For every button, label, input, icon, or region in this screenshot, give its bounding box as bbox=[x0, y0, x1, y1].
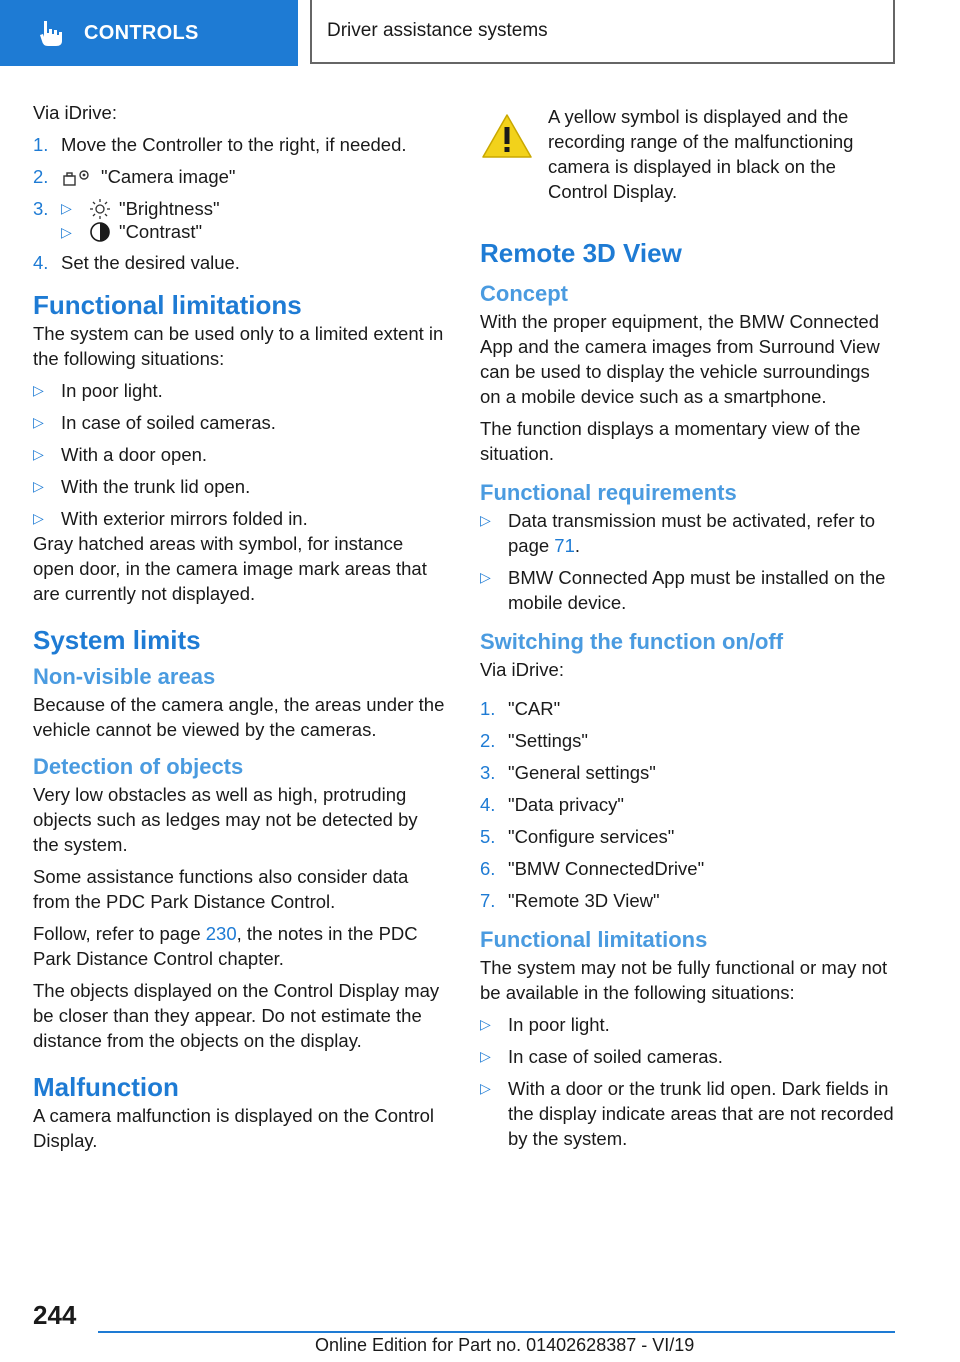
step-number: 4. bbox=[33, 252, 49, 274]
page-link-71[interactable]: 71 bbox=[554, 535, 575, 556]
bullet-icon: ▷ bbox=[480, 1048, 491, 1064]
bullet-icon: ▷ bbox=[33, 414, 44, 431]
page-link-230[interactable]: 230 bbox=[205, 923, 237, 945]
controls-tab-label: CONTROLS bbox=[84, 21, 199, 44]
heading-remote-3d-view: Remote 3D View bbox=[480, 238, 682, 268]
list-item: 3. "General settings" bbox=[480, 762, 656, 783]
list-item: ▷ With the trunk lid open. bbox=[33, 476, 251, 498]
heading-malfunction: Malfunction bbox=[33, 1072, 179, 1103]
heading-functional-limitations-right: Functional limitations bbox=[480, 927, 708, 952]
detection-text-2: Some assistance functions also consider data from the PDC Park Distance Control. bbox=[33, 866, 409, 913]
warning-triangle-icon bbox=[480, 112, 534, 160]
bullet-icon: ▷ bbox=[33, 382, 44, 399]
idrive-steps bbox=[33, 132, 448, 221]
idrive-steps-cont bbox=[33, 250, 448, 275]
func-limits-list bbox=[33, 378, 448, 531]
concept-text: With the proper equipment, the BMW Connected App and the camera images from Surround View can be used to display the vehicle surroundings on a mobile device such as a smartphone. bbox=[480, 311, 880, 407]
bullet-icon: ▷ bbox=[480, 1016, 491, 1032]
func-limits-intro-right: The system may not be fully functional or may not be available in the following situations: bbox=[480, 957, 888, 1003]
heading-concept: Concept bbox=[480, 281, 568, 306]
bullet-icon: ▷ bbox=[33, 446, 44, 463]
remote-steps bbox=[480, 696, 895, 913]
sub-step-contrast bbox=[33, 221, 448, 243]
brightness-icon bbox=[89, 198, 111, 220]
controls-tab[interactable] bbox=[0, 0, 298, 66]
concept-text-2: The function displays a momentary view of the situation. bbox=[480, 418, 861, 464]
right-column bbox=[480, 104, 895, 1158]
step-number: 1. bbox=[33, 134, 49, 155]
edition-text: Online Edition for Part no. 01402628387 - VI/19 bbox=[315, 1335, 695, 1355]
list-item bbox=[33, 196, 448, 221]
heading-system-limits: System limits bbox=[33, 625, 201, 656]
section-title: Driver assistance systems bbox=[327, 20, 548, 41]
list-item: 6. "BMW ConnectedDrive" bbox=[480, 858, 705, 879]
list-item: ▷ With exterior mirrors folded in. bbox=[33, 508, 308, 530]
step-text: "Camera image" bbox=[101, 166, 236, 187]
heading-switching-function: Switching the function on/off bbox=[480, 629, 784, 654]
pointing-hand-icon bbox=[38, 19, 64, 47]
gray-hatched-text: Gray hatched areas with symbol, for instance open door, in the camera image mark areas that are currently not displayed. bbox=[33, 533, 427, 605]
step-text: Set the desired value. bbox=[61, 252, 240, 274]
list-item: ▷ In case of soiled cameras. bbox=[33, 412, 276, 434]
section-title-box bbox=[310, 0, 895, 64]
func-limits-list-right bbox=[480, 1012, 895, 1151]
contrast-icon bbox=[89, 221, 111, 243]
list-item: ▷ BMW Connected App must be installed on the mobile device. bbox=[480, 567, 886, 613]
bullet-icon: ▷ bbox=[33, 510, 44, 527]
warning-text: A yellow symbol is displayed and the recording range of the malfunctioning camera is displayed in black on the Control Display. bbox=[548, 106, 854, 202]
via-idrive-label-right: Via iDrive: bbox=[480, 659, 564, 680]
func-limits-intro: The system can be used only to a limited extent in the following situations: bbox=[33, 323, 444, 370]
step-text: "Brightness" bbox=[119, 198, 220, 220]
heading-detection-of-objects: Detection of objects bbox=[33, 754, 244, 780]
list-item bbox=[33, 164, 448, 189]
list-item: ▷ In poor light. bbox=[480, 1014, 610, 1035]
list-item: ▷ In case of soiled cameras. bbox=[480, 1046, 723, 1067]
objects-text: The objects displayed on the Control Display may be closer than they appear. Do not estimate the distance from the objects on the display. bbox=[33, 980, 440, 1052]
page-header bbox=[0, 0, 960, 66]
left-column bbox=[33, 100, 448, 1160]
detection-text-1: Very low obstacles as well as high, protruding objects such as ledges may not be detected by the system. bbox=[33, 784, 418, 856]
list-item: ▷ With a door open. bbox=[33, 444, 208, 466]
heading-functional-requirements: Functional requirements bbox=[480, 480, 737, 505]
sub-step-text: "Contrast" bbox=[119, 221, 203, 243]
list-item bbox=[33, 132, 448, 157]
heading-functional-limitations: Functional limitations bbox=[33, 290, 302, 321]
list-item: 5. "Configure services" bbox=[480, 826, 675, 847]
list-item: ▷ With a door or the trunk lid open. Dark fields in the display indicate areas that are not recorded by the system. bbox=[480, 1078, 894, 1149]
list-item: 7. "Remote 3D View" bbox=[480, 890, 660, 911]
non-visible-text: Because of the camera angle, the areas under the vehicle cannot be viewed by the cameras. bbox=[33, 694, 445, 741]
footer-divider bbox=[98, 1331, 895, 1333]
bullet-icon: ▷ bbox=[480, 512, 491, 528]
step-number: 2. bbox=[33, 166, 49, 187]
step-number: 3. bbox=[33, 198, 49, 220]
camera-settings-icon bbox=[61, 167, 93, 189]
heading-non-visible-areas: Non-visible areas bbox=[33, 664, 216, 690]
via-idrive-label: Via iDrive: bbox=[33, 102, 117, 123]
warning-block bbox=[480, 104, 895, 211]
page-number: 244 bbox=[33, 1300, 77, 1330]
list-item bbox=[33, 250, 448, 275]
list-item: 2. "Settings" bbox=[480, 730, 588, 751]
bullet-icon: ▷ bbox=[480, 569, 491, 585]
list-item: 4. "Data privacy" bbox=[480, 794, 624, 815]
follow-text: Follow, refer to page 230, the notes in the PDC Park Distance Control chapter. bbox=[33, 923, 418, 970]
bullet-icon: ▷ bbox=[61, 200, 72, 217]
step-text: Move the Controller to the right, if needed. bbox=[61, 134, 407, 155]
bullet-icon: ▷ bbox=[33, 478, 44, 495]
bullet-icon: ▷ bbox=[480, 1080, 491, 1096]
list-item: ▷ Data transmission must be activated, refer to page 71. bbox=[480, 510, 876, 556]
func-req-list bbox=[480, 508, 895, 615]
malfunction-text: A camera malfunction is displayed on the Control Display. bbox=[33, 1105, 435, 1152]
bullet-icon: ▷ bbox=[61, 223, 72, 240]
list-item: 1. "CAR" bbox=[480, 698, 561, 719]
list-item: ▷ In poor light. bbox=[33, 380, 163, 402]
